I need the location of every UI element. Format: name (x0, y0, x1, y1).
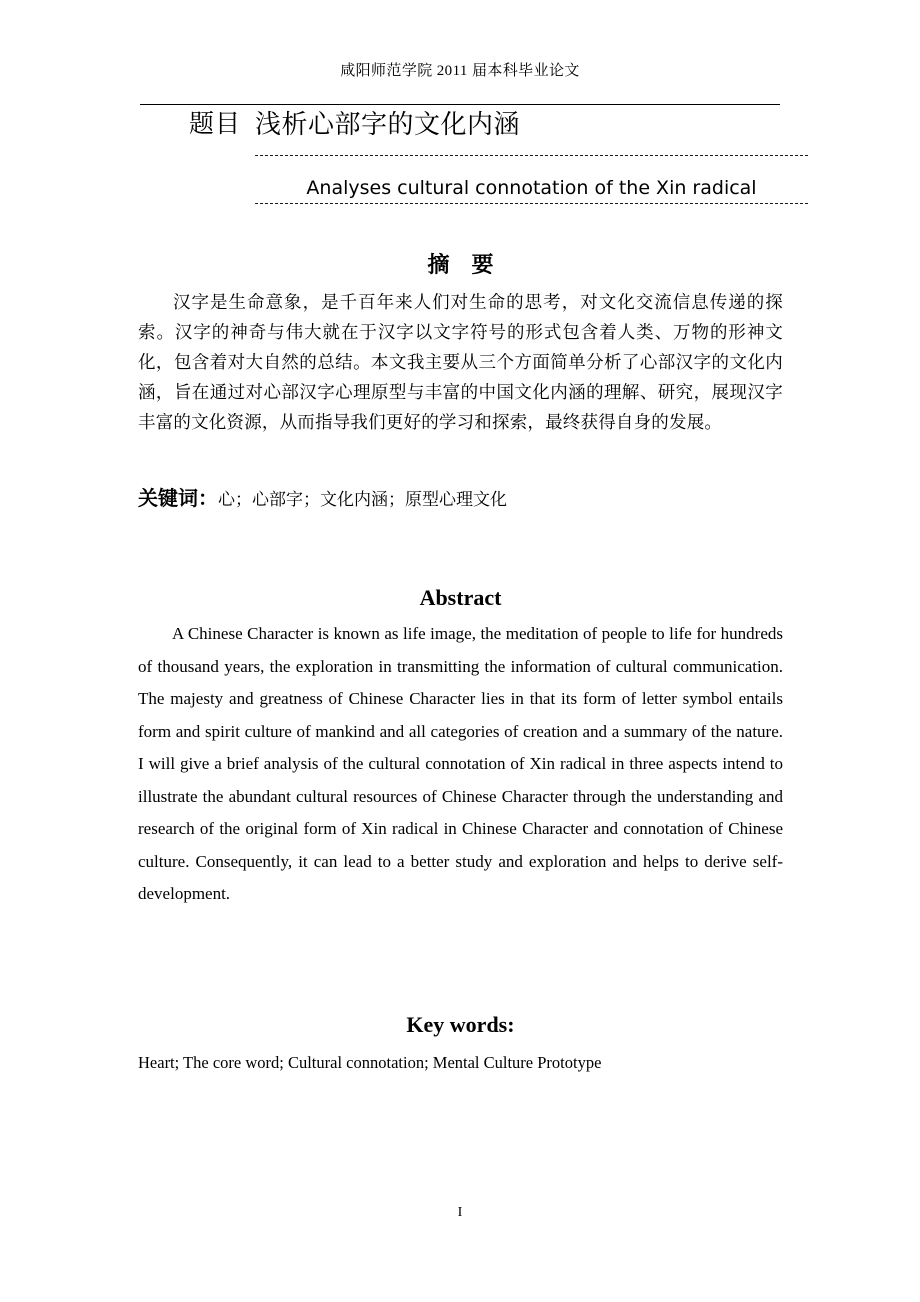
title-top-rule (140, 104, 780, 105)
thesis-title-cn: 浅析心部字的文化内涵 (255, 110, 521, 140)
keywords-cn-label: 关键词： (138, 486, 218, 510)
keywords-cn-value: 心；心部字；文化内涵；原型心理文化 (218, 490, 507, 510)
keywords-cn (138, 484, 783, 514)
keywords-heading-en: Key words: (406, 1012, 515, 1037)
running-header: 咸阳师范学院 2011 届本科毕业论文 (340, 63, 580, 79)
title-label: 题目 (189, 111, 242, 138)
abstract-body-en: A Chinese Character is known as life image, the meditation of people to life for hundreds of thousand years, the exploration in transmitting the information of cultural communication. The majesty and greatness of Chinese Character lies in that its form of letter symbol entails form and spirit culture of mankind and all categories of creation and a summary of the nature. I will give a brief analysis of the cultural connotation of Xin radical in three aspects intend to illustrate the abundant cultural resources of Chinese Character through the understanding and research of the original form of Xin radical in Chinese Character and connotation of Chinese culture. Consequently, it can lead to a better study and exploration and helps to derive self-development. (138, 624, 783, 903)
page-number: I (457, 1205, 463, 1220)
abstract-heading-en: Abstract (419, 585, 502, 610)
abstract-body-cn: 汉字是生命意象，是千百年来人们对生命的思考，对文化交流信息传递的探索。汉字的神奇与伟大就在于汉字以文字符号的形式包含着人类、万物的形神文化，包含着对大自然的总结。本文我主要从三个方面简单分析了心部汉字的文化内涵，旨在通过对心部汉字心理原型与丰富的中国文化内涵的理解、研究，展现汉字丰富的文化资源，从而指导我们更好的学习和探索，最终获得自身的发展。 (138, 293, 783, 433)
thesis-title-en: Analyses cultural connotation of the Xin radical (306, 177, 757, 199)
keywords-en-value: Heart; The core word; Cultural connotation; Mental Culture Prototype (138, 1053, 602, 1072)
abstract-heading-cn: 摘 要 (427, 253, 494, 278)
subtitle-row (255, 176, 808, 206)
subtitle-underline-dashed (255, 203, 808, 204)
title-row (140, 107, 810, 151)
title-underline-dashed (255, 155, 808, 156)
